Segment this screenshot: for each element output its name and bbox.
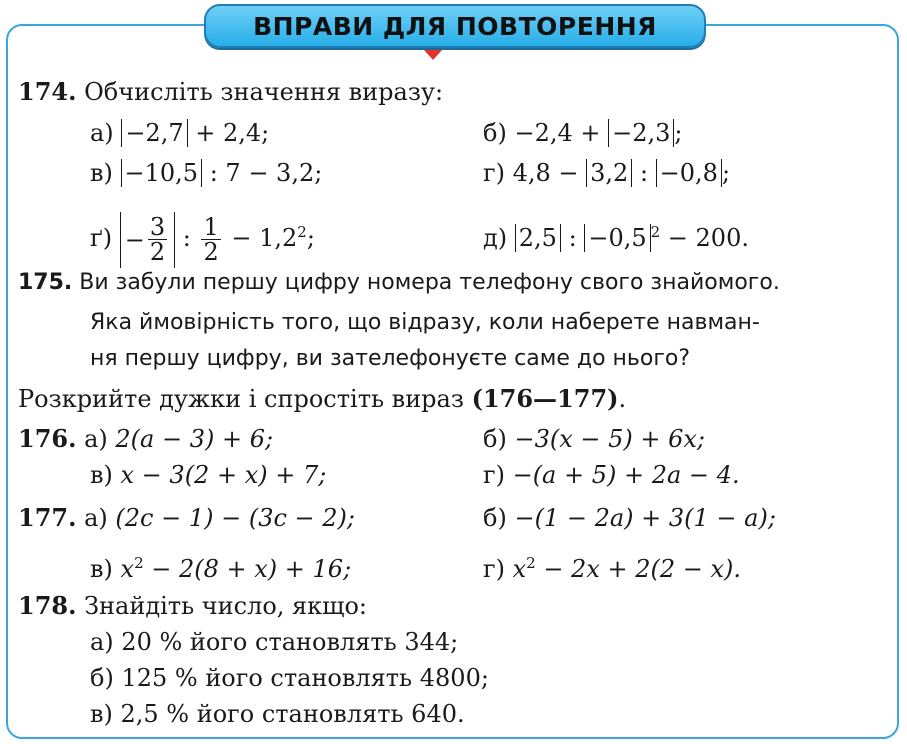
abs-value: −2,7 bbox=[121, 119, 187, 147]
item-label: а) bbox=[90, 119, 114, 147]
ex175-line1 bbox=[18, 268, 780, 298]
item-label: в) bbox=[90, 461, 113, 489]
expr-text: ; bbox=[674, 119, 683, 147]
ex178-number: 178. bbox=[18, 591, 77, 620]
item-label: г) bbox=[483, 159, 505, 187]
ex174-number: 174. bbox=[18, 77, 77, 106]
expr-text: − bbox=[124, 225, 145, 254]
expr-text: −2,4 + bbox=[514, 119, 601, 147]
ex178-task: Знайдіть число, якщо: bbox=[84, 592, 368, 620]
exponent: 2 bbox=[526, 554, 536, 572]
item-label: д) bbox=[483, 224, 508, 252]
item-label: г) bbox=[483, 555, 505, 583]
abs-value: 2,5 bbox=[515, 224, 561, 252]
ex176-v bbox=[90, 460, 326, 490]
item-label: а) bbox=[84, 504, 108, 532]
abs-value: −10,5 bbox=[121, 159, 203, 187]
ex176-number: 176. bbox=[18, 424, 77, 453]
ex178-a: а) 20 % його становлять 344; bbox=[90, 628, 459, 656]
expr-text: − 1,2 bbox=[231, 224, 298, 252]
section-title: ВПРАВИ ДЛЯ ПОВТОРЕННЯ bbox=[253, 11, 657, 41]
expr-text: 2(a − 3) + 6; bbox=[115, 425, 274, 453]
expr-text: − 2x + 2(2 − x). bbox=[543, 555, 742, 583]
ex174-heading bbox=[18, 77, 443, 107]
abs-value: −0,5 bbox=[584, 224, 650, 252]
item-label: б) bbox=[483, 119, 507, 147]
item-label: б) bbox=[483, 504, 507, 532]
exponent: 2 bbox=[650, 223, 661, 241]
section-banner bbox=[204, 4, 706, 48]
ex177-v bbox=[90, 548, 351, 584]
expr-text: : bbox=[182, 224, 191, 252]
expr-text: − 2(8 + x) + 16; bbox=[151, 555, 352, 583]
denominator: 2 bbox=[203, 238, 219, 266]
ex174-d bbox=[483, 217, 749, 253]
ex176-g bbox=[483, 460, 740, 490]
expr-text: : 7 − 3,2; bbox=[209, 159, 323, 187]
expr-text: + 2,4; bbox=[195, 119, 270, 147]
fraction bbox=[148, 215, 167, 264]
ex177-a bbox=[18, 503, 355, 533]
expr-text: : bbox=[568, 224, 577, 252]
fraction bbox=[201, 215, 220, 264]
item-label: в) bbox=[90, 159, 113, 187]
ex174-task: Обчисліть значення виразу: bbox=[84, 78, 444, 106]
ex175-number: 175. bbox=[18, 270, 73, 295]
ex176-b bbox=[483, 424, 705, 454]
expr-text: x − 3(2 + x) + 7; bbox=[120, 461, 327, 489]
ex178-v: в) 2,5 % його становлять 640. bbox=[90, 700, 465, 728]
item-label: а) bbox=[84, 425, 108, 453]
instruction-176-177 bbox=[18, 384, 626, 414]
item-label: г) bbox=[483, 461, 505, 489]
ex174-v bbox=[90, 158, 322, 188]
expr-text: x bbox=[120, 555, 135, 583]
ex175-line2: Яка ймовірність того, що відразу, коли наберете навман- bbox=[90, 310, 760, 335]
item-label: ґ) bbox=[90, 224, 113, 252]
abs-value: −2,3 bbox=[608, 119, 674, 147]
ex175-text: Ви забули першу цифру номера телефону свого знайомого. bbox=[79, 270, 780, 295]
ex175-line3: ня першу цифру, ви зателефонуєте саме до нього? bbox=[90, 346, 691, 371]
expr-text: (2c − 1) − (3c − 2); bbox=[115, 504, 356, 532]
ex178-b: б) 125 % його становлять 4800; bbox=[90, 664, 489, 692]
instruction-text: . bbox=[618, 385, 627, 413]
ex174-b bbox=[483, 118, 682, 148]
denominator: 2 bbox=[149, 238, 166, 266]
item-label: б) bbox=[483, 425, 507, 453]
instruction-range: (176—177) bbox=[471, 384, 619, 413]
expr-text: 4,8 − bbox=[512, 159, 579, 187]
ex177-number: 177. bbox=[18, 503, 77, 532]
ex177-b bbox=[483, 503, 776, 533]
item-label: в) bbox=[90, 555, 113, 583]
exponent: 2 bbox=[134, 554, 144, 572]
expr-text: −3(x − 5) + 6x; bbox=[514, 425, 705, 453]
marker-triangle-icon bbox=[424, 50, 442, 60]
expr-text: − 200. bbox=[667, 224, 749, 252]
ex177-g bbox=[483, 548, 741, 584]
expr-text: ; bbox=[306, 224, 315, 252]
instruction-text: Розкрийте дужки і спростіть вираз bbox=[18, 385, 464, 413]
expr-text: −(a + 5) + 2a − 4. bbox=[512, 461, 740, 489]
expr-text: −(1 − 2a) + 3(1 − a); bbox=[514, 504, 776, 532]
abs-value: 3,2 bbox=[586, 159, 632, 187]
expr-text: : bbox=[639, 159, 649, 187]
ex174-a bbox=[90, 118, 269, 148]
numerator: 3 bbox=[149, 213, 166, 241]
ex174-gg bbox=[90, 200, 315, 270]
ex174-g bbox=[483, 158, 730, 188]
ex176-a bbox=[18, 424, 273, 454]
ex178-heading bbox=[18, 591, 367, 621]
numerator: 1 bbox=[203, 213, 219, 241]
abs-value: −0,8 bbox=[656, 159, 722, 187]
expr-text: ; bbox=[721, 159, 731, 187]
exponent: 2 bbox=[297, 223, 307, 241]
abs-fraction bbox=[120, 212, 175, 268]
expr-text: x bbox=[512, 555, 527, 583]
